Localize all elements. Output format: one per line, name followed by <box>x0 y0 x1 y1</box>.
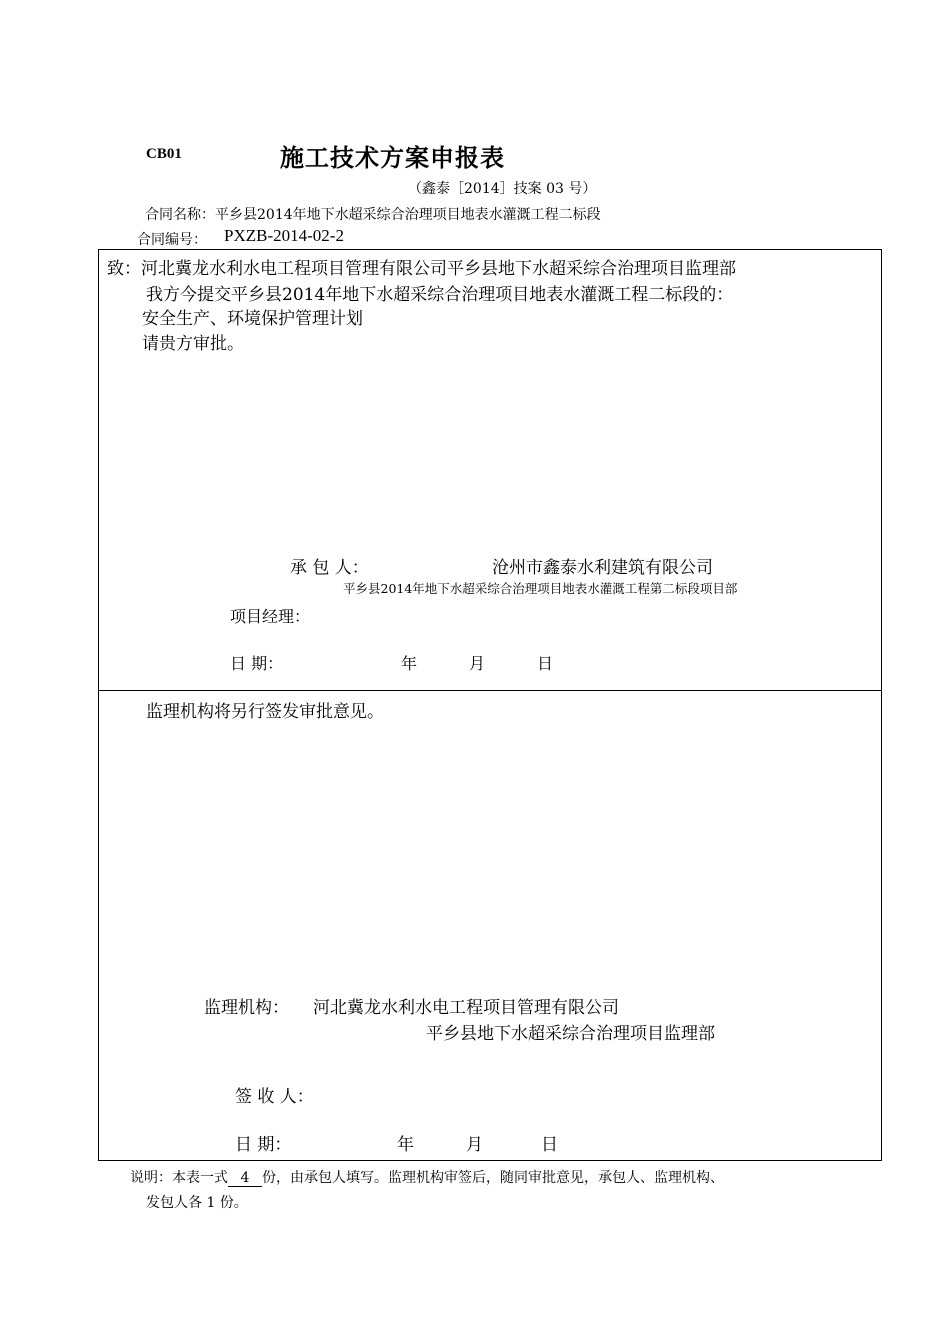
supervisor-day: 日 <box>541 1135 558 1155</box>
contractor-year: 年 <box>401 654 418 673</box>
approval-request: 请贵方审批。 <box>142 334 244 354</box>
supervisor-year: 年 <box>397 1135 414 1155</box>
contractor-department: 平乡县2014年地下水超采综合治理项目地表水灌溉工程第二标段项目部 <box>343 581 738 596</box>
document-number: （鑫泰［2014］技案 03 号） <box>408 181 597 197</box>
addressee: 致：河北冀龙水利水电工程项目管理有限公司平乡县地下水超采综合治理项目监理部 <box>107 259 736 279</box>
supervisor-org-dept: 平乡县地下水超采综合治理项目监理部 <box>426 1024 715 1044</box>
contractor-name: 沧州市鑫泰水利建筑有限公司 <box>492 558 713 578</box>
section-divider <box>98 690 882 691</box>
supervisor-date-label: 日 期： <box>235 1135 292 1155</box>
form-code: CB01 <box>146 146 182 162</box>
supervisor-opinion: 监理机构将另行签发审批意见。 <box>146 702 384 722</box>
footer-note-suffix: 份，由承包人填写。监理机构审签后，随同审批意见，承包人、监理机构、 <box>262 1170 724 1186</box>
contractor-day: 日 <box>537 654 554 673</box>
supervisor-month: 月 <box>466 1135 483 1155</box>
page-title: 施工技术方案申报表 <box>280 143 505 172</box>
receiver-label: 签 收 人： <box>235 1087 314 1107</box>
supervisor-org-label: 监理机构： <box>204 998 289 1018</box>
footer-note-line2: 发包人各 1 份。 <box>146 1195 248 1211</box>
footer-note-prefix: 说明：本表一式 <box>130 1170 228 1186</box>
contract-number-label: 合同编号： <box>137 232 207 248</box>
contractor-label: 承 包 人： <box>290 558 369 578</box>
footer-note <box>130 1167 724 1187</box>
submission-statement: 我方今提交平乡县2014年地下水超采综合治理项目地表水灌溉工程二标段的： <box>146 285 734 305</box>
contract-name: 合同名称：平乡县2014年地下水超采综合治理项目地表水灌溉工程二标段 <box>145 207 601 223</box>
contractor-date-label: 日 期： <box>230 654 284 673</box>
plan-title: 安全生产、环境保护管理计划 <box>142 309 363 329</box>
contractor-month: 月 <box>469 654 486 673</box>
copies-count: 4 <box>228 1170 262 1187</box>
supervisor-org-name: 河北冀龙水利水电工程项目管理有限公司 <box>313 998 619 1018</box>
project-manager-label: 项目经理： <box>230 607 311 626</box>
contract-number-value: PXZB-2014-02-2 <box>224 226 344 245</box>
